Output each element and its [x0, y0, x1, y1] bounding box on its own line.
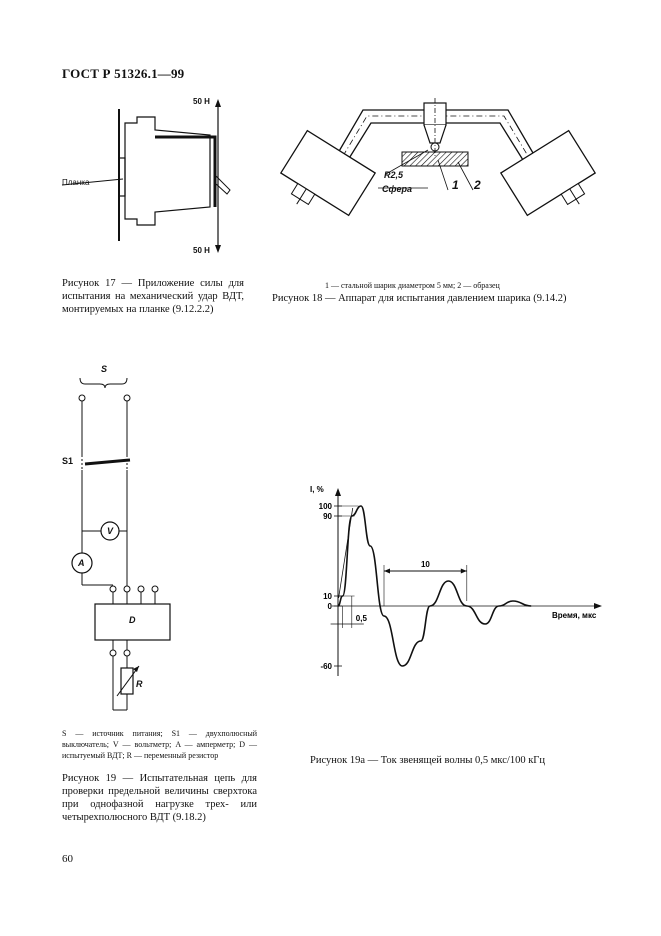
voltmeter-label: V: [107, 526, 114, 536]
page-header: ГОСТ Р 51326.1—99: [62, 66, 185, 81]
y-axis-label: I, %: [310, 485, 324, 494]
s-label: S: [101, 364, 108, 374]
figure-18-note: 1 — стальной шарик диаметром 5 мм; 2 — образец: [325, 281, 500, 290]
y-tick-label: 10: [323, 592, 332, 601]
x-axis-arrow: [594, 603, 602, 609]
figure-19a-caption: Рисунок 19а — Ток звенящей волны 0,5 мкс/100 кГц: [310, 755, 545, 766]
y-tick-label: -60: [320, 662, 332, 671]
period-label: 10: [420, 560, 430, 569]
radius-label: R2,5: [384, 170, 404, 180]
force-top-label: 50 Н: [193, 97, 210, 106]
force-bottom-label: 50 Н: [193, 246, 210, 255]
y-axis-arrow: [335, 488, 341, 496]
figure-17-caption: Рисунок 17 — Приложение силы для испытания на механический удар ВДТ, монтируемых на планке (9.12.2.2): [62, 278, 244, 315]
figure-19a-chart: [290, 470, 610, 695]
plank-label: Планка: [62, 178, 90, 187]
figure-19-note: S — источник питания; S1 — двухполюсный выключатель; V — вольтметр; A — амперметр; D — испытуемый ВДТ; R — переменный резистор: [62, 729, 257, 760]
series-line: [338, 506, 531, 666]
s1-label: S1: [62, 456, 74, 466]
y-tick-label: 0: [327, 602, 332, 611]
period-arrow-left: [384, 569, 390, 574]
figure-18-caption: Рисунок 18 — Аппарат для испытания давлением шарика (9.14.2): [272, 293, 567, 304]
marker-1: 1: [452, 178, 459, 192]
page-number: 60: [62, 853, 73, 865]
figure-19-caption: Рисунок 19 — Испытательная цепь для проверки предельной величины сверхтока при однофазной нагрузке трех- или четырехполюсного ВДТ (9.18.2): [62, 773, 257, 823]
y-tick-label: 100: [318, 502, 332, 511]
period-arrow-right: [461, 569, 467, 574]
device-label: D: [129, 615, 136, 625]
figure-19-circuit: [55, 360, 195, 720]
rise-label: 0,5: [355, 614, 367, 623]
marker-2: 2: [474, 178, 481, 192]
figure-18-drawing: [268, 98, 608, 248]
sphere-label: Сфера: [382, 184, 412, 194]
x-axis-label: Время, мкс: [552, 611, 597, 620]
resistor-label: R: [136, 679, 143, 689]
ammeter-label: A: [78, 558, 85, 568]
y-tick-label: 90: [323, 512, 332, 521]
